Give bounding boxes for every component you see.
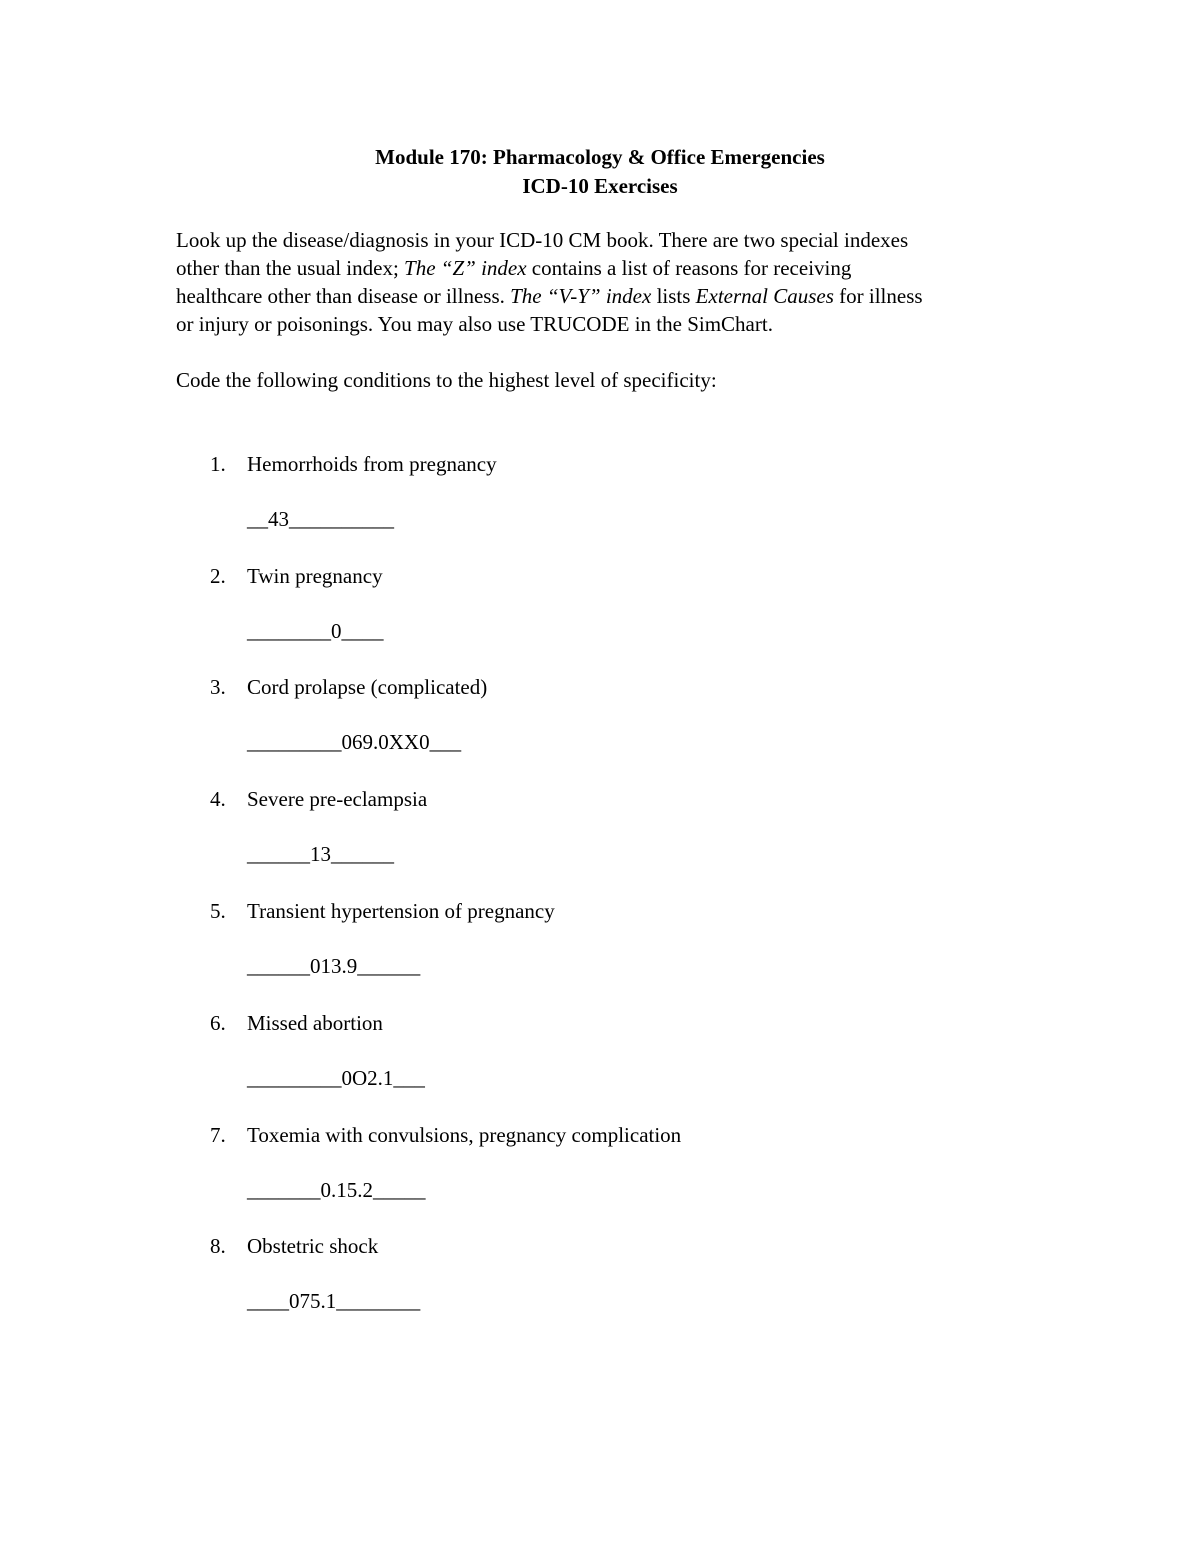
question-number: 1.	[210, 452, 226, 476]
question-answer: ____075.1________	[247, 1289, 421, 1313]
intro-paragraph	[176, 226, 1036, 338]
question-number: 7.	[210, 1123, 226, 1147]
intro-text: for illness	[833, 284, 923, 308]
question-number: 8.	[210, 1234, 226, 1258]
question-label: Toxemia with convulsions, pregnancy complication	[247, 1123, 682, 1147]
question-number: 2.	[210, 564, 226, 588]
intro-text: healthcare other than disease or illness.	[176, 284, 511, 308]
question-number: 3.	[210, 675, 226, 699]
document-subtitle: ICD-10 Exercises	[522, 174, 678, 198]
question-label: Missed abortion	[247, 1011, 383, 1035]
question-label: Severe pre-eclampsia	[247, 787, 428, 811]
intro-line-1: Look up the disease/diagnosis in your ICD-10 CM book. There are two special indexes	[176, 228, 909, 252]
question-answer: _______0.15.2_____	[247, 1178, 426, 1202]
question-answer: ______13______	[247, 842, 394, 866]
intro-text: contains a list of reasons for receiving	[526, 256, 852, 280]
question-label: Cord prolapse (complicated)	[247, 675, 488, 699]
instruction-text: Code the following conditions to the highest level of specificity:	[176, 368, 717, 392]
intro-line-3	[176, 282, 1036, 310]
intro-text: other than the usual index;	[176, 256, 405, 280]
intro-line-2	[176, 254, 1036, 282]
question-answer: _________0O2.1___	[247, 1066, 425, 1090]
question-answer: ________0____	[247, 619, 384, 643]
question-answer: _________069.0XX0___	[247, 730, 462, 754]
intro-line-4: or injury or poisonings. You may also use TRUCODE in the SimChart.	[176, 312, 773, 336]
document-title: Module 170: Pharmacology & Office Emergencies	[375, 145, 825, 169]
question-answer: ______013.9______	[247, 954, 421, 978]
question-label: Hemorrhoids from pregnancy	[247, 452, 497, 476]
vy-index-term: The “V-Y” index	[510, 284, 652, 308]
question-answer: __43__________	[247, 507, 394, 531]
title-block	[0, 143, 1200, 201]
question-number: 4.	[210, 787, 226, 811]
question-number: 5.	[210, 899, 226, 923]
intro-text: lists	[651, 284, 696, 308]
question-label: Transient hypertension of pregnancy	[247, 899, 555, 923]
z-index-term: The “Z” index	[404, 256, 527, 280]
question-number: 6.	[210, 1011, 226, 1035]
question-label: Twin pregnancy	[247, 564, 383, 588]
question-label: Obstetric shock	[247, 1234, 379, 1258]
external-causes-term: External Causes	[695, 284, 834, 308]
